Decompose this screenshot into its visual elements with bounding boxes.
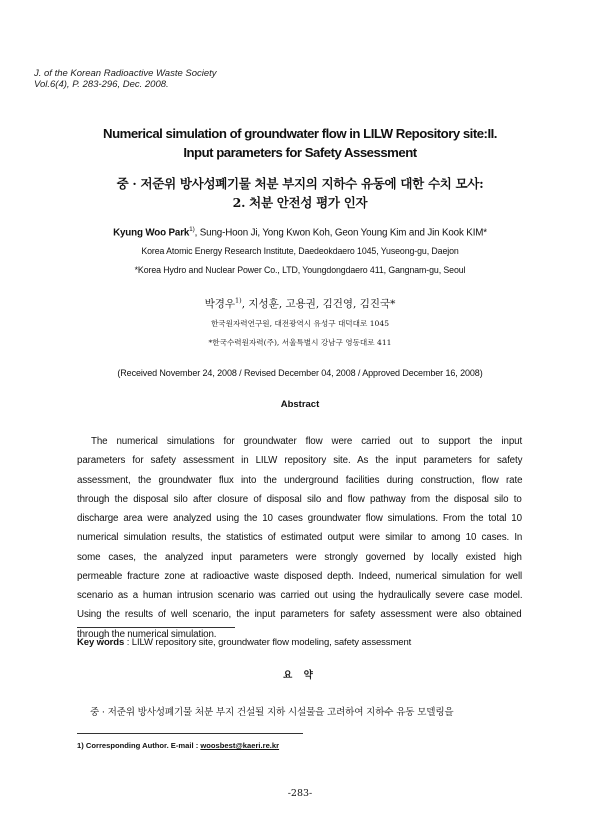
abstract-body xyxy=(77,432,522,644)
authors-english xyxy=(40,226,560,238)
affiliation-en-2: *Korea Hydro and Nuclear Power Co., LTD, Youngdongdaero 411, Gangnam-gu, Seoul xyxy=(134,265,466,275)
korean-abstract-body: 중 · 저준위 방사성폐기물 처분 부지 건설될 지하 시설물을 고려하여 지하수 유동 모델링을 xyxy=(90,707,454,718)
paper-title-english xyxy=(60,124,540,162)
keywords xyxy=(77,637,411,648)
abstract-line: Using the results of well scenario, the input parameters for safety assessment were also obtained xyxy=(77,609,522,621)
first-author-ko-sup: 1) xyxy=(235,296,242,305)
footnote-divider xyxy=(77,733,303,734)
page-number: -283- xyxy=(287,788,313,799)
title-ko-line-2: 2. 처분 안전성 평가 인자 xyxy=(232,195,368,210)
abstract-line: discharge area were analyzed using the 10 cases groundwater flow simulations. From the total 10 xyxy=(77,513,522,524)
affiliation-en-1: Korea Atomic Energy Research Institute, Daedeokdaero 1045, Yuseong-gu, Daejon xyxy=(141,246,459,256)
abstract-line: The numerical simulations for groundwater flow were carried out to support the input xyxy=(91,436,523,447)
abstract-line: parameters for safety assessment in LILW repository site. As the input parameters for safety xyxy=(77,455,523,467)
received-dates: (Received November 24, 2008 / Revised December 04, 2008 / Approved December 16, 2008) xyxy=(117,368,483,378)
author-email-link[interactable]: woosbest@kaeri.re.kr xyxy=(200,741,280,750)
title-en-line-2: Input parameters for Safety Assessment xyxy=(183,145,417,160)
abstract-line: through the numerical simulation. xyxy=(77,628,217,640)
title-en-line-1: Numerical simulation of groundwater flow in LILW Repository site:II. xyxy=(103,126,497,141)
journal-name: J. of the Korean Radioactive Waste Society xyxy=(34,68,217,79)
abstract-line: some cases, the analyzed input parameters were strongly governed by locally existed high xyxy=(77,551,522,563)
keywords-label: Key words xyxy=(77,637,125,648)
abstract-line: scenario as a human intrusion scenario was carried out using the hydraulically severe case model. xyxy=(77,590,523,601)
co-authors-ko: , 지성훈, 고용권, 김건영, 김진국* xyxy=(241,298,396,310)
abstract-line: permeable fracture zone at radioactive waste disposed depth. Indeed, numerical simulation for well xyxy=(77,570,523,582)
footnote-label: 1) Corresponding Author. E-mail : xyxy=(77,741,201,750)
title-ko-line-1: 중 · 저준위 방사성폐기물 처분 부지의 지하수 유동에 대한 수치 모사: xyxy=(116,176,484,191)
affiliation-ko-2: *한국수력원자력(주), 서울특별시 강남구 영동대로 411 xyxy=(208,338,392,347)
korean-abstract-heading: 요 약 xyxy=(283,670,317,681)
abstract-line: numerical simulation results, the statistics of estimated output were similar to among 10 cases. In xyxy=(77,532,523,544)
first-author-en-sup: 1) xyxy=(189,226,195,233)
affiliation-ko-1: 한국원자력연구원, 대전광역시 유성구 대덕대로 1045 xyxy=(210,319,390,328)
corresponding-author-footnote xyxy=(77,741,279,750)
first-author-en: Kyung Woo Park xyxy=(113,227,190,239)
abstract-heading: Abstract xyxy=(280,399,320,410)
journal-volume: Vol.6(4), P. 283-296, Dec. 2008. xyxy=(34,79,169,90)
keywords-text: : LILW repository site, groundwater flow modeling, safety assessment xyxy=(124,637,412,648)
abstract-line: assessment, the groundwater flux into the underground facilities during construction, flow rate xyxy=(77,474,523,486)
first-author-ko: 박경우 xyxy=(204,298,236,310)
abstract-line: through the disposal silo after closure of disposal silo and flow pathway from the disposal silo to xyxy=(77,493,522,505)
keywords-divider xyxy=(77,627,235,628)
paper-title-korean xyxy=(60,174,540,212)
journal-citation xyxy=(34,68,217,90)
authors-korean xyxy=(40,296,560,311)
co-authors-en: , Sung-Hoon Ji, Yong Kwon Koh, Geon Young Kim and Jin Kook KIM* xyxy=(194,227,487,239)
